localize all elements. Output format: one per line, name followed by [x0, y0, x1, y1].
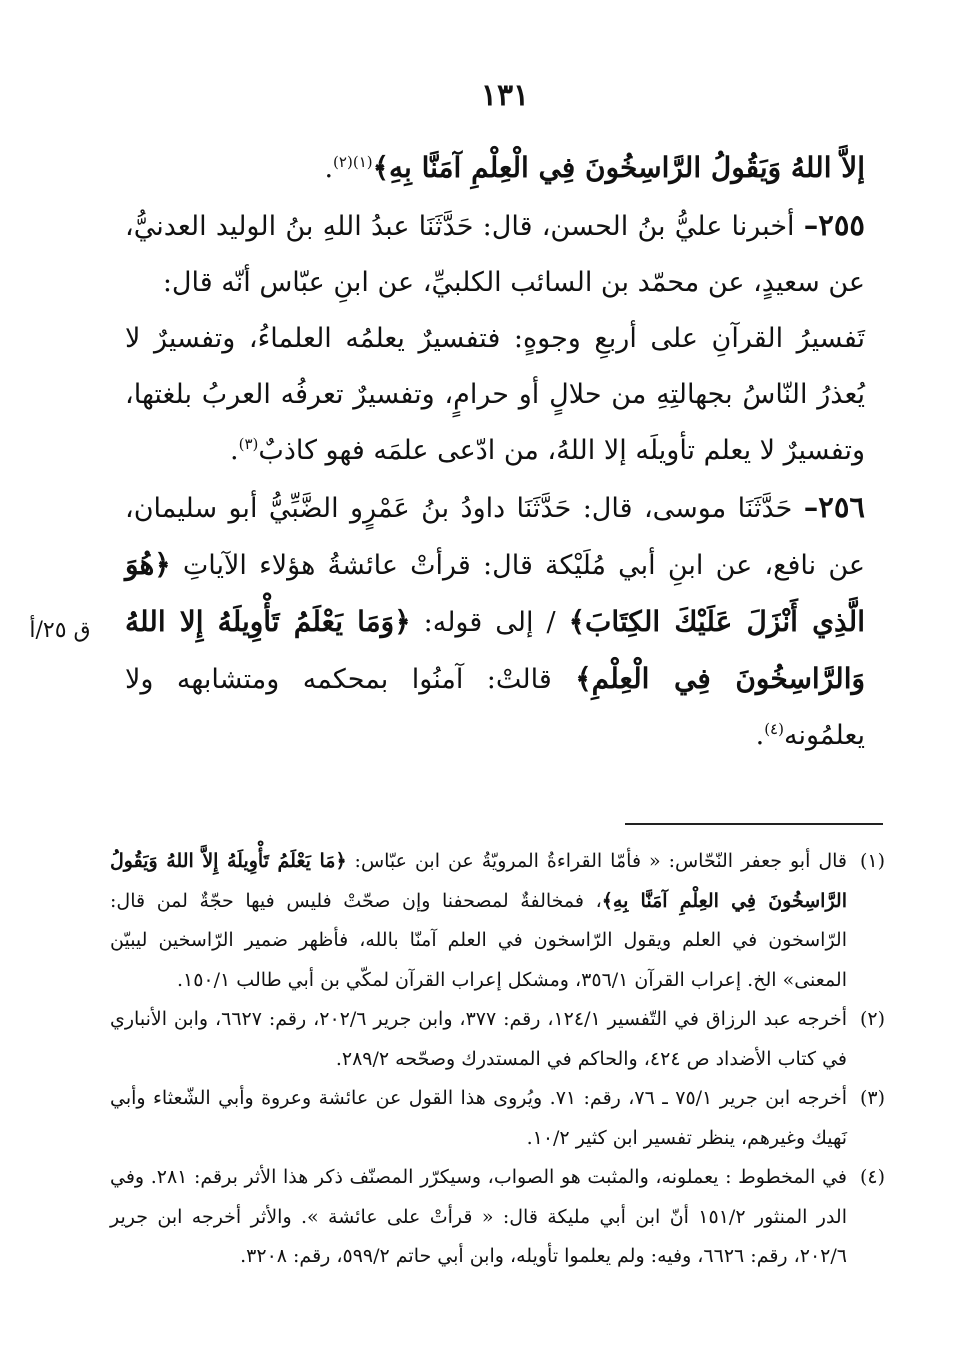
hadith-255-matn: [125, 311, 865, 479]
hadith-text: حَدَّثَنَا موسى، قال: حَدَّثَنَا داودُ بنُ عَمْرٍو الضَّبِّيُّ أبو سليمان، عن نافع، عن ابنِ أبي مُلَيْكة قال: قرأتْ عائشةُ هؤلاء الآياتِ: [125, 493, 865, 581]
footnote-3: [110, 1079, 885, 1158]
punctuation: .: [755, 720, 765, 751]
manuscript-folio-note: ق ٢٥/أ: [29, 618, 91, 643]
footnote-2: [110, 1000, 885, 1079]
quran-verse: ﴿مَا يَعْلَمُ تَأْوِيلَهُ إِلاَّ اللهُ وَيَقُولُ الرَّاسِخُونَ فِي العِلْمِ آمَنَّا بِهِ﴾: [110, 850, 847, 912]
punctuation: .: [324, 153, 334, 184]
quran-verse: إلاَّ اللهُ وَيَقُولُ الرَّاسِخُونَ فِي الْعِلْمِ آمَنَّا بِهِ﴾: [372, 151, 865, 184]
footnote-number: (١): [859, 850, 885, 872]
footnote-number: (٢): [859, 1008, 885, 1030]
footnote-4: [110, 1158, 885, 1277]
footnote-separator: [625, 823, 883, 825]
hadith-text: أخبرنا عليُّ بنُ الحسن، قال: حَدَّثَنَا عبدُ اللهِ بنُ الوليد العدنيُّ، عن سعيدٍ، عن محمّد بن السائب الكلبيِّ، عن ابنِ عبّاس أنّه قال:: [125, 211, 865, 298]
hadith-text: تَفسيرُ القرآنِ على أربعِ وجوهٍ: فتفسيرٌ يعلمُه العلماءُ، وتفسيرٌ لا يُعذرُ النّاسُ بجهالتِهِ من حلالٍ أو حرامٍ، وتفسيرٌ تعرفُه العربُ بلغتها، وتفسيرٌ لا يعلم تأويلَه إلا اللهُ، من ادّعى علمَه فهو كاذبٌ: [125, 323, 865, 466]
hadith-256: [125, 479, 865, 764]
footnote-text: ، فمخالفةٌ لمصحفنا وإن صحّتْ فليس فيها حجّةٌ لمن قال: الرّاسخون في العلم ويقول الرّاسخون في العلم آمنّا بالله، فأظهر ضمير الرّاسخين ليبيّن المعنى» الخ. إعراب القرآن ٣٥٦/١، ومشكل إعراب القرآن لمكّي بن أبي طالب ١٥٠/١.: [110, 889, 847, 991]
hadith-number: ٢٥٦–: [803, 490, 865, 524]
hadith-number: ٢٥٥–: [803, 208, 865, 242]
hadith-255: [125, 197, 865, 311]
footnote-number: (٣): [859, 1087, 885, 1109]
footnotes: [110, 842, 885, 1277]
quran-verse: ﴿هُوَ الَّذِي أَنْزَلَ عَلَيْكَ الكِتَابَ﴾: [125, 548, 865, 638]
footnote-reference: (١)(٢): [333, 153, 373, 171]
footnote-reference: (٤): [764, 720, 784, 738]
main-text: [125, 140, 865, 764]
page-number: ١٣١: [480, 78, 530, 113]
footnote-text: في المخطوط : يعملونه، والمثبت هو الصواب، وسيكرّر المصنّف ذكر هذا الأثر برقم: ٢٨١. وفي الدر المنثور ١٥١/٢ أنّ ابن أبي مليكة قال: « قرأتْ على عائشة ». والأثر أخرجه ابن جرير ٢٠٢/٦، رقم: ٦٦٢٦، وفيه: ولم يعلموا تأويله، وابن أبي حاتم ٥٩٩/٢، رقم: ٣٢٠٨.: [110, 1166, 847, 1267]
footnote-text: قال أبو جعفر النّحّاس: « فأمّا القراءةُ المرويّةُ عن ابن عبّاس:: [346, 850, 847, 872]
footnote-reference: (٣): [238, 435, 259, 453]
footnote-number: (٤): [859, 1166, 885, 1188]
footnote-text: أخرجه عبد الرزاق في التّفسير ١٢٤/١، رقم: ٣٧٧، وابن جرير ٢٠٢/٦، رقم: ٦٦٢٧، وابن الأنباري في كتاب الأضداد ص ٤٢٤، والحاكم في المستدرك وصحّحه ٢٨٩/٢.: [110, 1008, 847, 1070]
punctuation: .: [230, 435, 239, 466]
footnote-text: أخرجه ابن جرير ٧٥/١ ـ ٧٦، رقم: ٧١. ويُروى هذا القول عن عائشة وعروة وأبي الشّعثاء وأبي نَهيك وغيرهم، ينظر تفسير ابن كثير ١٠/٢.: [110, 1087, 848, 1149]
quran-verse: ﴿وَمَا يَعْلَمُ تَأْوِيلَهُ إِلا اللهُ وَالرَّاسِخُونَ فِي الْعِلْمِ﴾: [125, 605, 865, 695]
hadith-text: / إلى قوله:: [410, 607, 569, 638]
hadith-text: قالتْ: آمنُوا بمحكمه ومتشابهه ولا يعلمُونه: [125, 664, 865, 751]
paragraph-verse-continuation: [125, 140, 865, 197]
footnote-1: [110, 842, 885, 1000]
